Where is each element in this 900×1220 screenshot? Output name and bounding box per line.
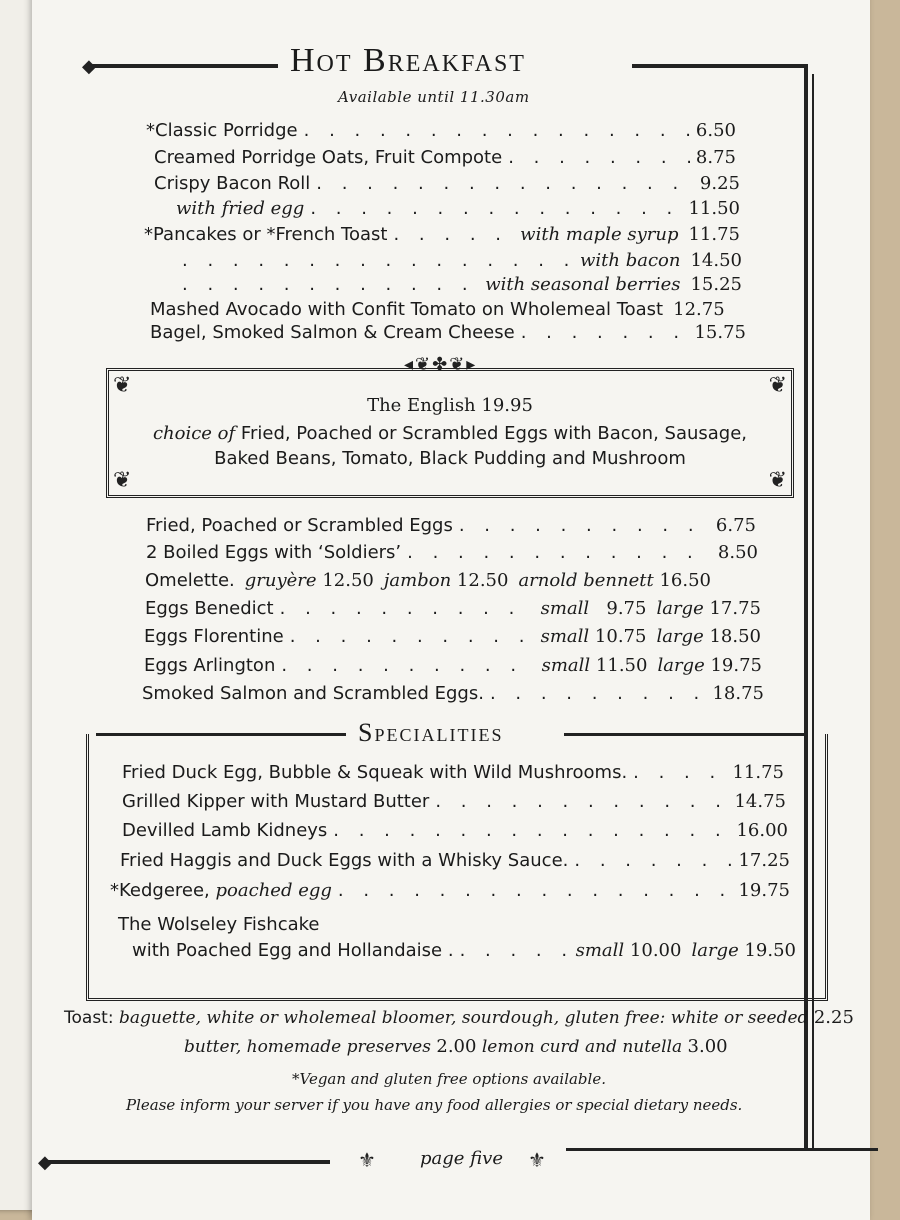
item-option: with fried egg — [176, 198, 305, 219]
item-name: Eggs Florentine — [144, 626, 284, 647]
item-name: Eggs Arlington — [144, 655, 276, 676]
item-name: Smoked Salmon and Scrambled Eggs. — [142, 683, 484, 704]
large-price: 17.75 — [709, 598, 761, 619]
list-item — [150, 322, 746, 344]
footer-rule-left — [48, 1160, 330, 1164]
page-title: Hot Breakfast — [290, 42, 526, 79]
list-item — [122, 762, 784, 784]
item-price: 6.75 — [715, 515, 756, 536]
item-name: Crispy Bacon Roll — [154, 173, 311, 194]
the-english-name: The English — [367, 395, 476, 416]
footer-rule-left-tip: ◆ — [38, 1152, 52, 1173]
list-item — [146, 542, 758, 564]
the-english-price: 19.95 — [481, 395, 533, 416]
toast-spreads-price: 3.00 — [687, 1036, 728, 1057]
footer-rule-right — [566, 1148, 878, 1151]
item-name: Fried Haggis and Duck Eggs with a Whisky Sauce. — [120, 850, 569, 871]
item-option: with maple syrup — [520, 224, 679, 245]
list-item — [146, 120, 736, 142]
the-english-line-1 — [109, 423, 791, 444]
list-item — [146, 515, 756, 537]
item-name: Grilled Kipper with Mustard Butter — [122, 791, 430, 812]
small-price: 9.75 — [606, 598, 647, 619]
corner-flourish: ❦ — [768, 468, 787, 493]
item-price: 15.75 — [694, 322, 746, 343]
item-price: 19.75 — [738, 880, 790, 901]
size-label: large — [656, 626, 704, 647]
toast-extras-price: 2.00 — [436, 1036, 477, 1057]
list-item — [132, 940, 796, 962]
size-label: large — [691, 940, 739, 961]
item-price: 14.50 — [690, 250, 742, 271]
item-price: 15.25 — [690, 274, 742, 295]
toast-extras: butter, homemade preserves — [184, 1037, 431, 1057]
item-price: 6.50 — [695, 120, 736, 141]
size-label: large — [657, 655, 705, 676]
item-price: 11.75 — [732, 762, 784, 783]
size-label: small — [540, 626, 590, 647]
item-price: 11.75 — [688, 224, 740, 245]
corner-flourish: ❦ — [113, 373, 132, 398]
the-english-box — [106, 368, 794, 498]
list-item — [122, 791, 786, 813]
item-price: 8.75 — [695, 147, 736, 168]
list-item — [176, 198, 740, 220]
heading-rule-left — [92, 64, 278, 68]
specialities-title: Specialities — [350, 718, 511, 748]
heading-rule-left-tip: ◆ — [82, 56, 96, 77]
item-name: Devilled Lamb Kidneys — [122, 820, 328, 841]
item-name: with Poached Egg and Hollandaise . — [132, 940, 454, 961]
item-option: poached egg — [215, 880, 332, 901]
item-price: 12.75 — [673, 299, 725, 320]
item-price: 8.50 — [717, 542, 758, 563]
toast-spreads: lemon curd and nutella — [481, 1037, 683, 1057]
list-item — [118, 914, 418, 936]
list-item — [145, 570, 760, 592]
size-label: small — [541, 655, 591, 676]
item-name: Mashed Avocado with Confit Tomato on Wholemeal Toast — [150, 299, 664, 320]
item-option: jambon — [383, 570, 452, 591]
list-item — [150, 299, 744, 321]
toast-price: 2.25 — [813, 1007, 854, 1028]
list-item — [144, 224, 740, 246]
corner-flourish: ❦ — [113, 468, 132, 493]
item-name: *Kedgeree, — [110, 880, 210, 901]
the-english-desc-1: Fried, Poached or Scrambled Eggs with Bacon, Sausage, — [240, 423, 748, 444]
item-price: 14.75 — [734, 791, 786, 812]
list-item — [154, 173, 740, 195]
item-option: with bacon — [579, 250, 681, 271]
the-english-line-2 — [109, 448, 791, 469]
item-name: Fried, Poached or Scrambled Eggs — [146, 515, 453, 536]
list-item — [144, 655, 762, 677]
list-item — [176, 250, 742, 272]
item-name: The Wolseley Fishcake — [118, 914, 320, 935]
list-item — [144, 626, 761, 648]
item-price: 16.00 — [736, 820, 788, 841]
list-item — [120, 850, 790, 872]
item-name: 2 Boiled Eggs with ‘Soldiers’ — [146, 542, 402, 563]
page-number: page five — [420, 1148, 503, 1169]
list-item — [154, 147, 736, 169]
heading-rule-right — [632, 64, 806, 68]
item-price: 16.50 — [659, 570, 711, 591]
corner-flourish: ❦ — [768, 373, 787, 398]
the-english-title — [109, 395, 791, 416]
item-price: 9.25 — [699, 173, 740, 194]
list-item — [176, 274, 742, 296]
list-item — [110, 880, 790, 902]
item-name: *Classic Porridge — [146, 120, 298, 141]
item-price: 17.25 — [738, 850, 790, 871]
toast-label: Toast: — [64, 1008, 114, 1028]
size-label: small — [540, 598, 590, 619]
item-price: 11.50 — [688, 198, 740, 219]
item-name: *Pancakes or *French Toast — [144, 224, 388, 245]
item-price: 12.50 — [322, 570, 374, 591]
vegan-note: *Vegan and gluten free options available. — [292, 1070, 606, 1088]
item-option: with seasonal berries — [485, 274, 681, 295]
item-option: arnold bennett — [518, 570, 654, 591]
availability-note: Available until 11.30am — [338, 88, 530, 106]
large-price: 18.50 — [709, 626, 761, 647]
toast-options: baguette, white or wholemeal bloomer, sourdough, gluten free: white or seeded — [118, 1008, 809, 1028]
item-option: gruyère — [244, 570, 317, 591]
toast-line-1 — [64, 1007, 854, 1028]
large-price: 19.50 — [744, 940, 796, 961]
flourish-ornament: ◂❦✤❦▸ — [404, 354, 478, 375]
item-name: Creamed Porridge Oats, Fruit Compote — [154, 147, 503, 168]
allergy-note: Please inform your server if you have any food allergies or special dietary needs. — [126, 1096, 743, 1114]
footer-ornament-right: ⚜ — [528, 1148, 546, 1172]
footer-ornament-left: ⚜ — [358, 1148, 376, 1172]
item-name: Omelette. — [145, 570, 235, 591]
size-label: small — [575, 940, 625, 961]
item-price: 18.75 — [712, 683, 764, 704]
list-item — [145, 598, 761, 620]
item-price: 12.50 — [456, 570, 509, 591]
small-price: 11.50 — [595, 655, 648, 676]
choice-of-label: choice of — [152, 423, 236, 444]
the-english-desc-2: Baked Beans, Tomato, Black Pudding and Mushroom — [214, 448, 686, 469]
small-price: 10.00 — [629, 940, 682, 961]
item-name: Eggs Benedict — [145, 598, 274, 619]
small-price: 10.75 — [594, 626, 647, 647]
toast-line-2 — [184, 1036, 728, 1057]
item-name: Fried Duck Egg, Bubble & Squeak with Wild Mushrooms. — [122, 762, 628, 783]
item-name: Bagel, Smoked Salmon & Cream Cheese — [150, 322, 515, 343]
large-price: 19.75 — [710, 655, 762, 676]
list-item — [142, 683, 764, 705]
size-label: large — [656, 598, 704, 619]
list-item — [122, 820, 788, 842]
